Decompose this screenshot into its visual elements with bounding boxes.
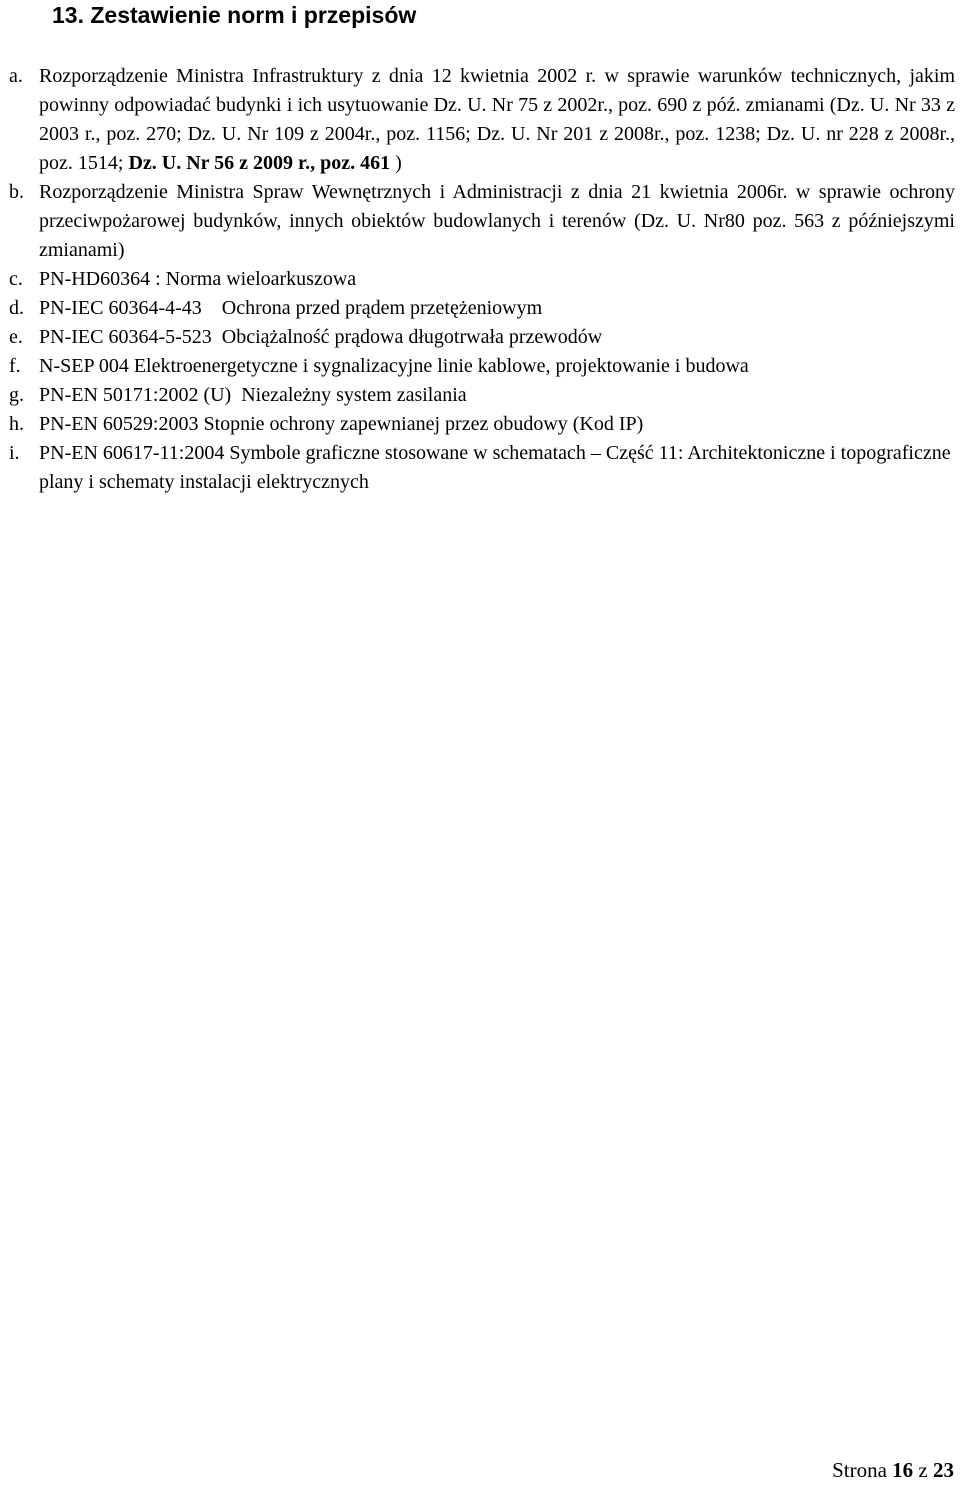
page-number-footer: [832, 1456, 954, 1484]
list-item-a: [9, 62, 955, 178]
list-marker: h.: [9, 413, 24, 435]
total-pages-number: 23: [933, 1458, 954, 1482]
list-item-text: PN-IEC 60364-4-43 Ochrona przed prądem przetężeniowym: [39, 297, 543, 319]
list-marker: a.: [9, 65, 23, 87]
list-item-h: [9, 410, 955, 439]
list-marker: i.: [9, 442, 20, 464]
list-marker: b.: [9, 181, 24, 203]
list-marker: f.: [9, 355, 21, 377]
list-marker: g.: [9, 384, 24, 406]
list-item-e: [9, 323, 955, 352]
section-heading: 13. Zestawienie norm i przepisów: [52, 2, 417, 28]
regulation-text: Rozporządzenie Ministra Infrastruktury z dnia 12 kwietnia 2002 r. w sprawie warunków technicznych, jakim powinny odpowiadać budynki i ich usytuowanie Dz. U. Nr 75 z 2002r., poz. 690 z póź. zmianami (Dz. U. Nr 33 z 2003 r., poz. 270; Dz. U. Nr 109 z 2004r., poz. 1156; Dz. U. Nr 201 z 2008r., poz. 1238; Dz. U. nr 228 z 2008r., poz. 1514;: [39, 65, 955, 174]
list-item-text: PN-HD60364 : Norma wieloarkuszowa: [39, 268, 357, 290]
list-item-text: PN-EN 60529:2003 Stopnie ochrony zapewnianej przez obudowy (Kod IP): [39, 413, 644, 435]
page-separator: z: [918, 1458, 928, 1482]
list-item-i: [9, 439, 955, 497]
list-marker: d.: [9, 297, 24, 319]
page-label: Strona: [832, 1458, 887, 1482]
list-item-text: Rozporządzenie Ministra Spraw Wewnętrznych i Administracji z dnia 21 kwietnia 2006r. w sprawie ochrony przeciwpożarowej budynków, innych obiektów budowlanych i terenów (Dz. U. Nr80 poz. 563 z późniejszymi zmianami): [39, 181, 955, 261]
list-item-text: PN-IEC 60364-5-523 Obciążalność prądowa długotrwała przewodów: [39, 326, 603, 348]
list-marker: c.: [9, 268, 23, 290]
list-marker: e.: [9, 326, 23, 348]
list-item-text: N-SEP 004 Elektroenergetyczne i sygnalizacyjne linie kablowe, projektowanie i budowa: [39, 355, 749, 377]
list-item-g: [9, 381, 955, 410]
list-item-text: [39, 62, 955, 178]
current-page-number: 16: [892, 1458, 914, 1482]
list-item-b: [9, 178, 955, 265]
regulation-text-tail: ): [390, 152, 402, 174]
regulation-text-bold: Dz. U. Nr 56 z 2009 r., poz. 461: [128, 152, 391, 174]
list-item-d: [9, 294, 955, 323]
list-item-text: PN-EN 50171:2002 (U) Niezależny system zasilania: [39, 384, 467, 406]
list-item-f: [9, 352, 955, 381]
regulations-list: [9, 62, 955, 497]
list-item-text: PN-EN 60617-11:2004 Symbole graficzne stosowane w schematach – Część 11: Architektoniczne i topograficzne plany i schematy instalacji elektrycznych: [39, 442, 951, 493]
list-item-c: [9, 265, 955, 294]
